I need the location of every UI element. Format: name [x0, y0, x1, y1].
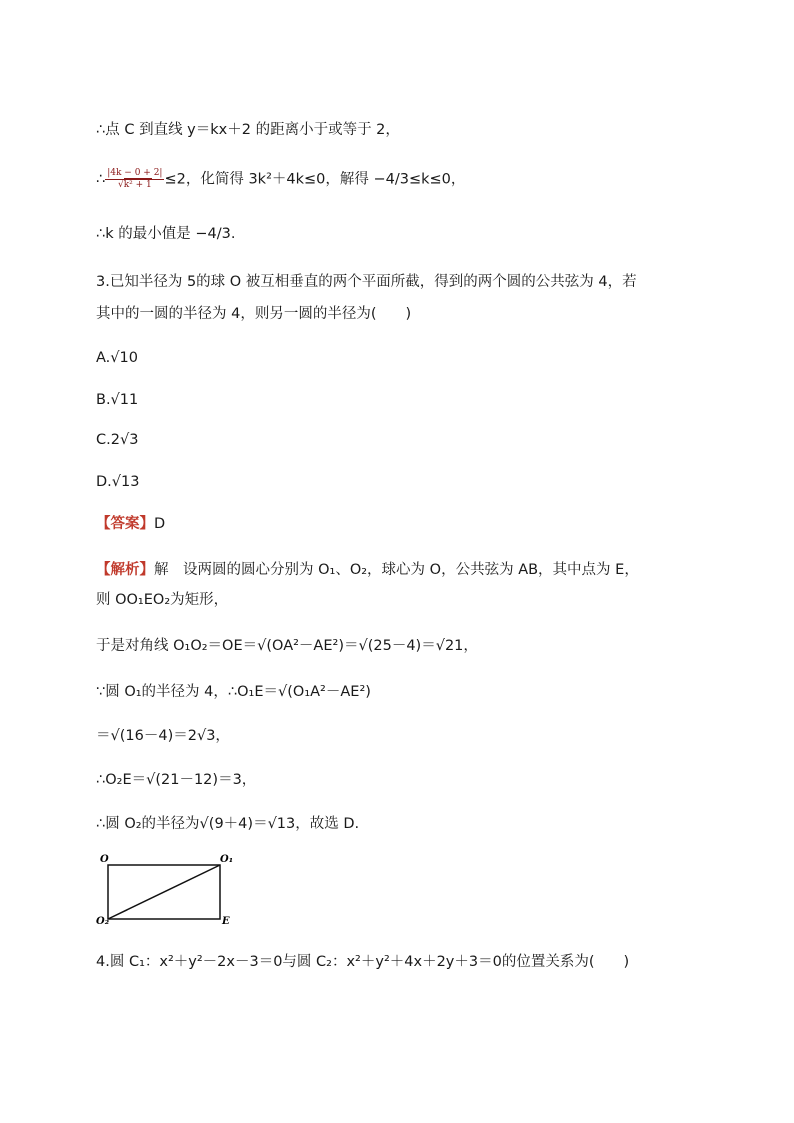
- option-b: B.√11: [96, 392, 139, 408]
- label-o1: O₁: [220, 854, 234, 865]
- question-4-stem: 4.圆 C₁：x²＋y²－2x－3＝0与圆 C₂：x²＋y²＋4x＋2y＋3＝0的位置关系为( ): [96, 954, 630, 970]
- analysis-line-3: 于是对角线 O₁O₂＝OE＝√(OA²－AE²)＝√(25－4)＝√21，: [96, 638, 478, 654]
- analysis-line-6: ∴O₂E＝√(21－12)＝3，: [96, 772, 257, 788]
- label-o2: O₂: [96, 916, 110, 927]
- prev-line-1: ∴点 C 到直线 y＝kx＋2 的距离小于或等于 2，: [96, 122, 400, 138]
- prev-line-2: ∴ $\frac{|4k - 0 + 2|}{\text{√k² + 1}}$ ≤2，化简得 3k²＋4k≤0，解得 −4/3≤k≤0，: [96, 168, 466, 190]
- diagonal-o1o2: [108, 865, 220, 919]
- question-3-stem-1: 3.已知半径为 5的球 O 被互相垂直的两个平面所截，得到的两个圆的公共弦为 4，若: [96, 274, 637, 290]
- distance-fraction: $\frac{|4k - 0 + 2|}{\text{√k² + 1}}$: [107, 168, 163, 190]
- analysis-line-4: ∵圆 O₁的半径为 4，∴O₁E＝√(O₁A²－AE²): [96, 684, 371, 700]
- analysis-line-5: ＝√(16－4)＝2√3，: [96, 728, 230, 744]
- option-a: A.√10: [96, 350, 138, 366]
- analysis-line-2: 则 OO₁EO₂为矩形，: [96, 592, 229, 608]
- rectangle-figure: [94, 852, 244, 928]
- prev-line-3: ∴k 的最小值是 −4/3.: [96, 226, 236, 242]
- answer-line: [96, 514, 165, 534]
- analysis-line-1: 【解析】解 设两圆的圆心分别为 O₁、O₂，球心为 O，公共弦为 AB，其中点为 E，: [96, 562, 639, 578]
- analysis-line-7: ∴圆 O₂的半径为√(9＋4)＝√13，故选 D.: [96, 816, 360, 832]
- option-d: D.√13: [96, 474, 140, 490]
- answer-label: 【答案】: [96, 516, 154, 532]
- label-e: E: [222, 916, 230, 927]
- answer-value: D: [154, 516, 166, 532]
- label-o: O: [100, 854, 109, 865]
- option-c: C.2√3: [96, 432, 139, 448]
- analysis-label: 【解析】: [96, 562, 154, 578]
- question-3-stem-2: 其中的一圆的半径为 4，则另一圆的半径为( ): [96, 306, 412, 322]
